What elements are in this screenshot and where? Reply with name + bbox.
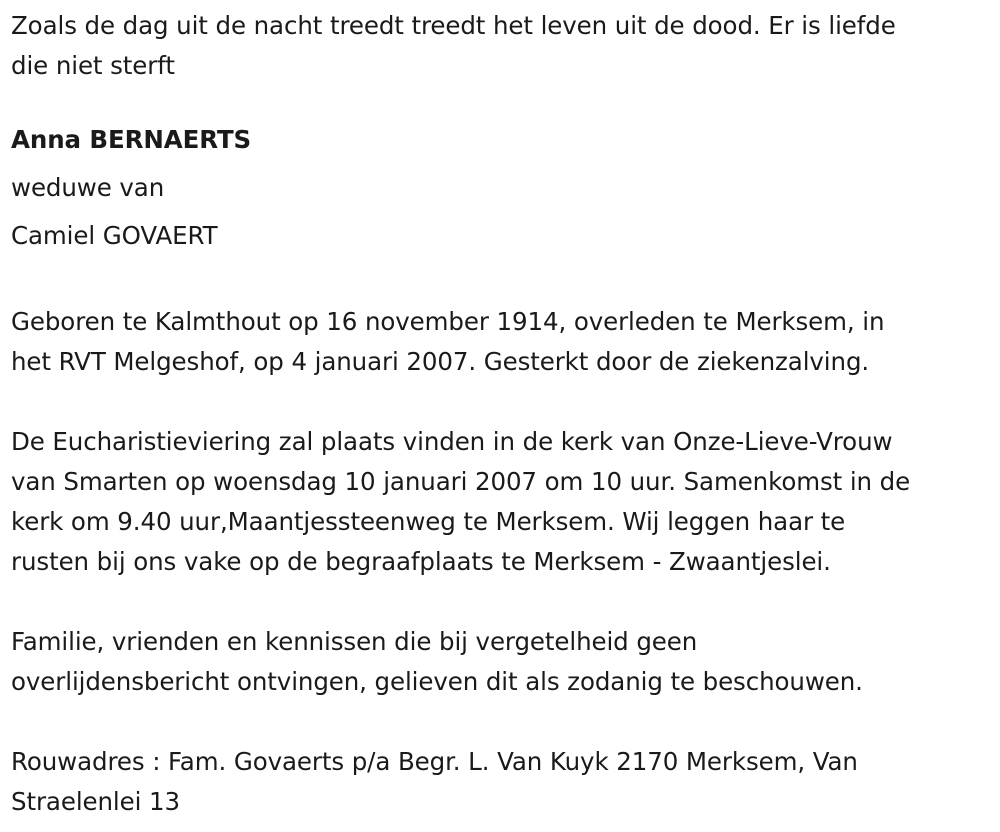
mourning-address-line-2: Straelenlei 13 [11,787,180,816]
birth-death-line-1: Geboren te Kalmthout op 16 november 1914, overleden te Merksem, in [11,307,885,336]
birth-death-line-2: het RVT Melgeshof, op 4 januari 2007. Gesterkt door de ziekenzalving. [11,347,870,376]
mourning-address [11,742,991,822]
ceremony-paragraph [11,422,991,582]
notice-paragraph [11,622,991,702]
spouse-name: Camiel GOVAERT [11,221,218,250]
ceremony-line-1: De Eucharistieviering zal plaats vinden in de kerk van Onze-Lieve-Vrouw [11,427,893,456]
deceased-name: Anna BERNAERTS [11,125,252,154]
relation-text: weduwe van [11,173,165,202]
birth-death-paragraph [11,302,991,382]
notice-line-2: overlijdensbericht ontvingen, gelieven dit als zodanig te beschouwen. [11,667,863,696]
opening-quote-line-1: Zoals de dag uit de nacht treedt treedt het leven uit de dood. Er is liefde [11,11,896,40]
ceremony-line-2: van Smarten op woensdag 10 januari 2007 om 10 uur. Samenkomst in de [11,467,911,496]
mourning-address-line-1: Rouwadres : Fam. Govaerts p/a Begr. L. Van Kuyk 2170 Merksem, Van [11,747,858,776]
ceremony-line-4: rusten bij ons vake op de begraafplaats te Merksem - Zwaantjeslei. [11,547,831,576]
notice-line-1: Familie, vrienden en kennissen die bij vergetelheid geen [11,627,698,656]
opening-quote [11,6,991,86]
ceremony-line-3: kerk om 9.40 uur,Maantjessteenweg te Merksem. Wij leggen haar te [11,507,846,536]
opening-quote-line-2: die niet sterft [11,51,175,80]
obituary-document [11,0,991,822]
